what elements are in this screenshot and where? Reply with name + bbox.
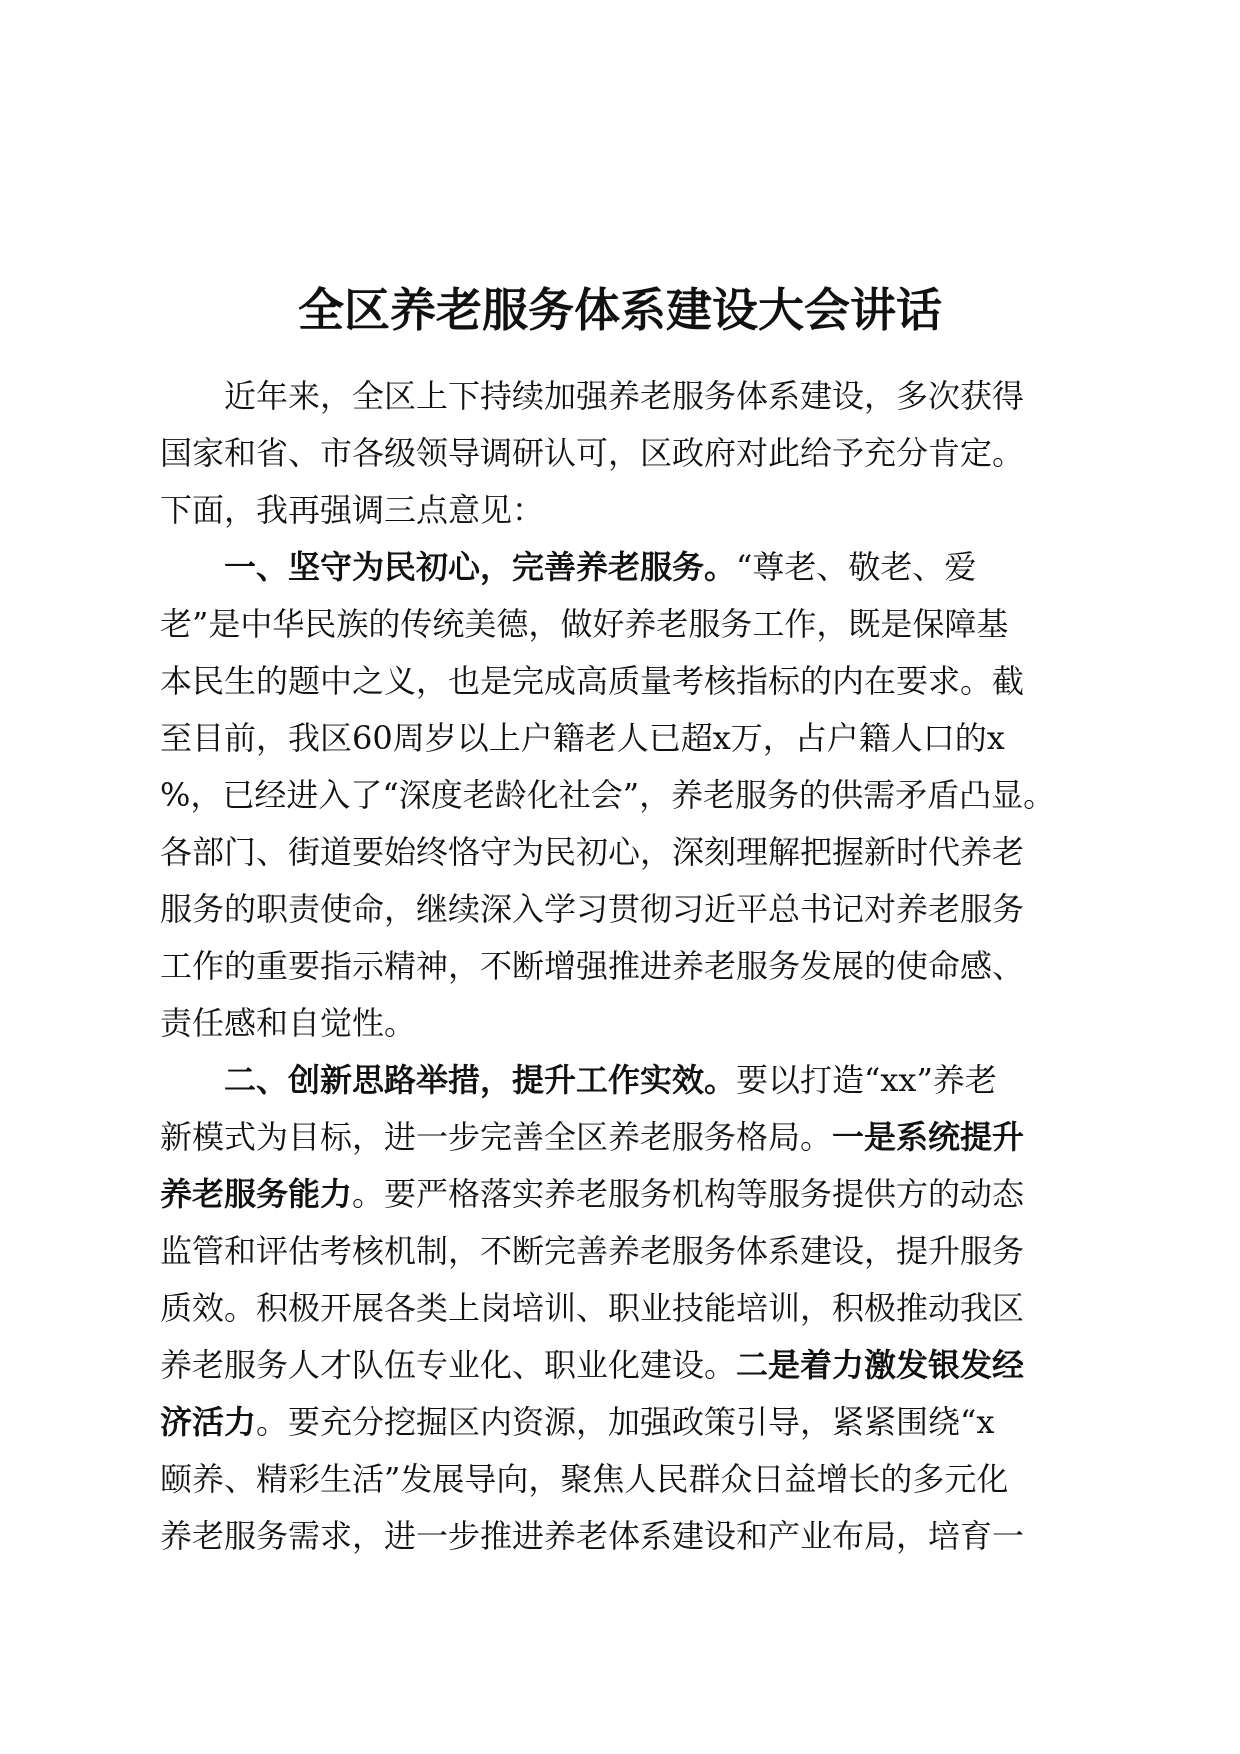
- paragraph-line: 责任感和自觉性。: [160, 1004, 417, 1042]
- paragraph-line: 养老服务人才队伍专业化、职业化建设。二是着力激发银发经: [160, 1346, 1025, 1384]
- section-heading-line: 二、创新思路举措，提升工作实效。要以打造“xx”养老: [224, 1061, 997, 1099]
- paragraph-line: %，已经进入了“深度老龄化社会”，养老服务的供需矛盾凸显。: [160, 776, 1056, 814]
- document-body: [160, 368, 1060, 1565]
- section-heading-line: 一、坚守为民初心，完善养老服务。“尊老、敬老、爱: [224, 548, 977, 586]
- subpoint-heading: 养老服务能力: [160, 1175, 353, 1213]
- paragraph-line: 下面，我再强调三点意见：: [160, 491, 545, 529]
- paragraph-line: 监管和评估考核机制，不断完善养老服务体系建设，提升服务: [160, 1232, 1025, 1270]
- paragraph-line: 济活力。要充分挖掘区内资源，加强政策引导，紧紧围绕“x: [160, 1403, 995, 1441]
- paragraph-line: 至目前，我区60周岁以上户籍老人已超x万，占户籍人口的x: [160, 719, 1005, 757]
- section-heading-1: 一、坚守为民初心，完善养老服务。: [224, 548, 737, 586]
- paragraph-line: 近年来，全区上下持续加强养老服务体系建设，多次获得: [224, 377, 1025, 415]
- paragraph-line: 各部门、街道要始终恪守为民初心，深刻理解把握新时代养老: [160, 833, 1025, 871]
- paragraph-line: 新模式为目标，进一步完善全区养老服务格局。一是系统提升: [160, 1118, 1025, 1156]
- subpoint-heading: 二是着力激发银发经: [736, 1346, 1025, 1384]
- paragraph-line: 国家和省、市各级领导调研认可，区政府对此给予充分肯定。: [160, 434, 1025, 472]
- paragraph-line: 养老服务能力。要严格落实养老服务机构等服务提供方的动态: [160, 1175, 1025, 1213]
- section-heading-2: 二、创新思路举措，提升工作实效。: [224, 1061, 737, 1099]
- document-title: 全区养老服务体系建设大会讲话: [298, 283, 942, 337]
- subpoint-heading: 济活力: [160, 1403, 257, 1441]
- paragraph-line: 本民生的题中之义，也是完成高质量考核指标的内在要求。截: [160, 662, 1025, 700]
- paragraph-line: 颐养、精彩生活”发展导向，聚焦人民群众日益增长的多元化: [160, 1460, 1009, 1498]
- paragraph-line: 服务的职责使命，继续深入学习贯彻习近平总书记对养老服务: [160, 890, 1025, 928]
- paragraph-line: 养老服务需求，进一步推进养老体系建设和产业布局，培育一: [160, 1517, 1025, 1555]
- paragraph-line: 工作的重要指示精神，不断增强推进养老服务发展的使命感、: [160, 947, 1025, 985]
- paragraph-line: 老”是中华民族的传统美德，做好养老服务工作，既是保障基: [160, 605, 1009, 643]
- paragraph-line: 质效。积极开展各类上岗培训、职业技能培训，积极推动我区: [160, 1289, 1025, 1327]
- subpoint-heading: 一是系统提升: [832, 1118, 1025, 1156]
